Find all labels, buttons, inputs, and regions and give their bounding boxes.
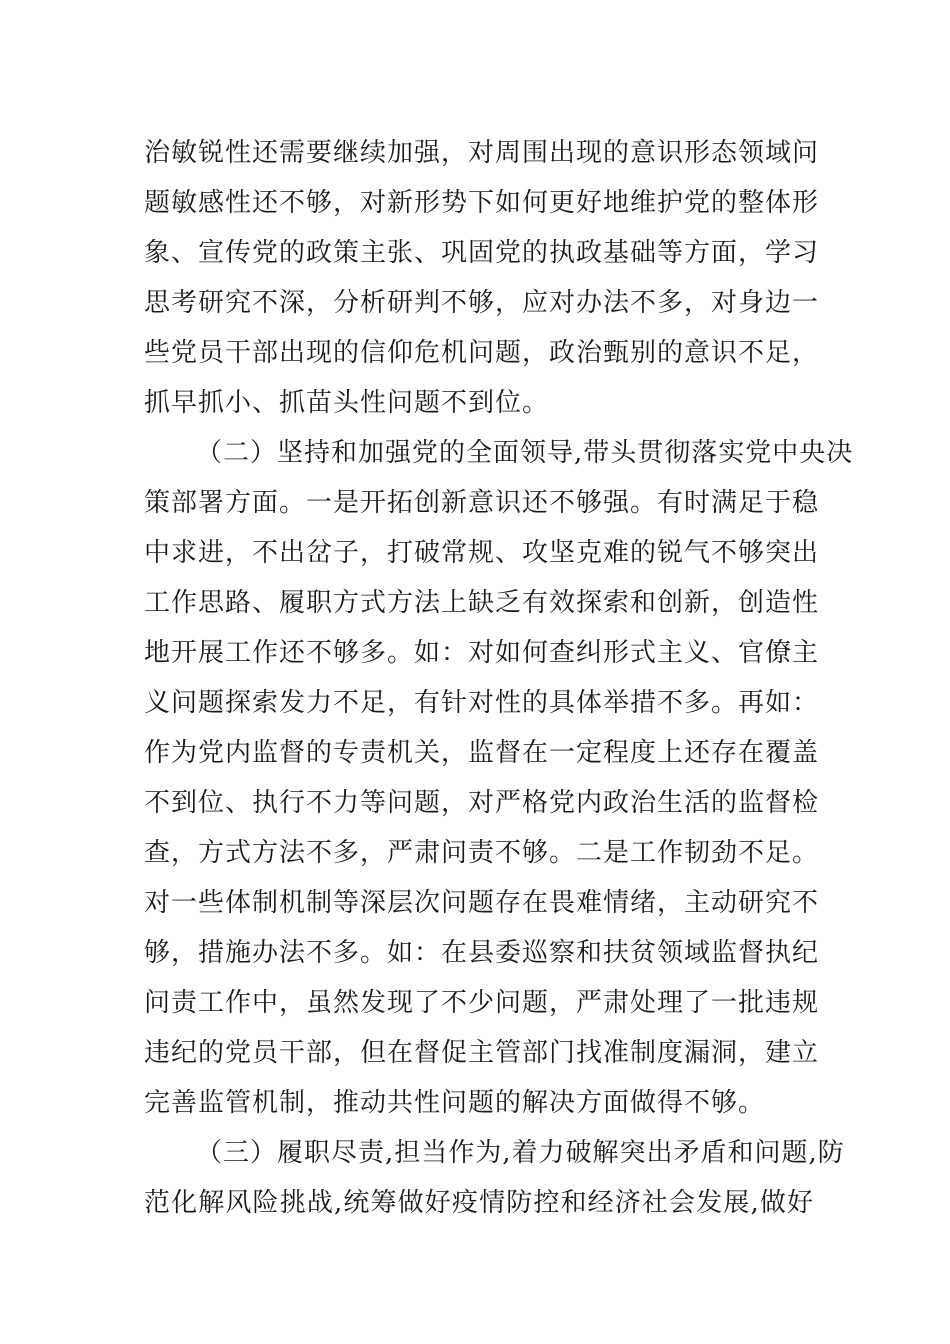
- text-line: 不到位、执行不力等问题，对严格党内政治生活的监督检: [144, 788, 820, 818]
- text-line: 些党员干部出现的信仰危机问题，政治甄别的意识不足，: [144, 338, 820, 368]
- text-line: 作为党内监督的专责机关，监督在一定程度上还存在覆盖: [144, 738, 820, 768]
- body-text: [144, 128, 854, 1228]
- text-line: 中求进，不出岔子，打破常规、攻坚克难的锐气不够突出: [144, 538, 820, 568]
- text-line: 完善监管机制，推动共性问题的解决方面做得不够。: [144, 1088, 766, 1118]
- text-line: 象、宣传党的政策主张、巩固党的执政基础等方面，学习: [144, 238, 820, 268]
- text-line: 工作思路、履职方式方法上缺乏有效探索和创新，创造性: [144, 588, 820, 618]
- text-line: 题敏感性还不够，对新形势下如何更好地维护党的整体形: [144, 188, 820, 218]
- section-heading-line: （三）履职尽责,担当作为,着力破解突出矛盾和问题,防: [196, 1138, 845, 1168]
- text-line: 范化解风险挑战,统筹做好疫情防控和经济社会发展,做好: [144, 1188, 814, 1218]
- text-line: 地开展工作还不够多。如：对如何查纠形式主义、官僚主: [144, 638, 820, 668]
- text-line: 违纪的党员干部，但在督促主管部门找准制度漏洞，建立: [144, 1038, 820, 1068]
- text-line: 够，措施办法不多。如：在县委巡察和扶贫领域监督执纪: [144, 938, 820, 968]
- text-line: 义问题探索发力不足，有针对性的具体举措不多。再如：: [144, 688, 820, 718]
- text-line: 对一些体制机制等深层次问题存在畏难情绪，主动研究不: [144, 888, 820, 918]
- text-line: 问责工作中，虽然发现了不少问题，严肃处理了一批违规: [144, 988, 820, 1018]
- text-line: 思考研究不深，分析研判不够，应对办法不多，对身边一: [144, 288, 820, 318]
- text-line: 查，方式方法不多，严肃问责不够。二是工作韧劲不足。: [144, 838, 820, 868]
- text-line: 策部署方面。一是开拓创新意识还不够强。有时满足于稳: [144, 488, 820, 518]
- text-line: 治敏锐性还需要继续加强，对周围出现的意识形态领域问: [144, 138, 820, 168]
- text-line: 抓早抓小、抓苗头性问题不到位。: [144, 388, 550, 418]
- section-heading-line: （二）坚持和加强党的全面领导,带头贯彻落实党中央决: [196, 438, 854, 468]
